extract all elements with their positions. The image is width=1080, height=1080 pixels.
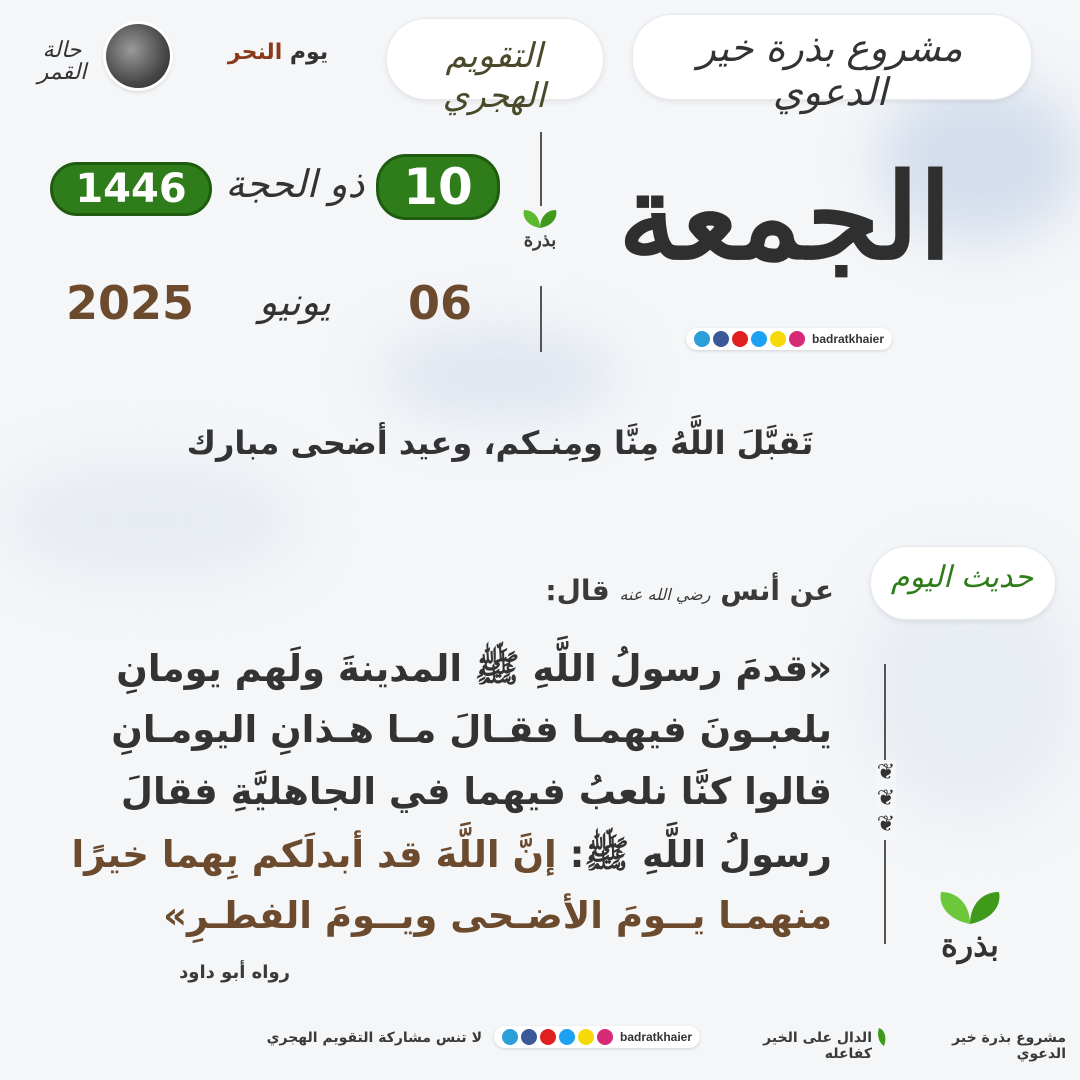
occasion-name: النحر bbox=[227, 40, 283, 65]
hijri-year: 1446 bbox=[75, 166, 187, 212]
twitter-icon[interactable] bbox=[559, 1029, 575, 1045]
moon-label: حالة القمر bbox=[37, 38, 87, 85]
hijri-year-badge bbox=[50, 162, 212, 216]
ornament-icon: ❦ ❦ ❦ bbox=[876, 760, 896, 840]
footer-motto: الدال على الخير كفاعله bbox=[763, 1030, 872, 1062]
greg-month: يونيو bbox=[259, 280, 331, 324]
hadith-narrator: عن أنس bbox=[720, 574, 834, 607]
hadith-line-4-part1: رسولُ اللَّهِ ﷺ: bbox=[569, 833, 832, 876]
brand-logo bbox=[930, 886, 1010, 1004]
logo-text: بذرة bbox=[523, 230, 557, 251]
leaf-icon bbox=[935, 886, 1005, 926]
logo-emblem bbox=[512, 206, 568, 286]
hadith-line-2: يلعبـونَ فيهمـا فقـالَ مـا هـذانِ اليومـانِ bbox=[111, 708, 832, 751]
telegram-icon[interactable] bbox=[694, 331, 710, 347]
hadith-line-4 bbox=[71, 832, 832, 886]
social-links[interactable] bbox=[686, 328, 892, 350]
facebook-icon[interactable] bbox=[521, 1029, 537, 1045]
project-title: مشروع بذرة خير الدعوي bbox=[697, 26, 963, 114]
social-handle: badratkhaier bbox=[812, 332, 885, 346]
occasion-label bbox=[218, 40, 338, 65]
hijri-day-badge bbox=[376, 154, 500, 220]
background-decoration bbox=[0, 460, 300, 580]
background-decoration bbox=[380, 330, 620, 420]
footer-project: مشروع بذرة خير الدعوي bbox=[952, 1030, 1066, 1062]
hadith-section-title: حديث اليوم bbox=[890, 560, 1034, 595]
footer-social-handle: badratkhaier bbox=[620, 1030, 693, 1044]
weekday: الجمعة bbox=[618, 147, 952, 286]
footer-share-note: لا تنس مشاركة التقويم الهجري bbox=[266, 1030, 482, 1046]
hijri-month: ذو الحجة bbox=[225, 162, 365, 206]
hadith-line-4-part2: إنَّ اللَّهَ قد أبدلَكم بِهما خيرًا bbox=[71, 833, 557, 876]
hadith-intro-suffix: قال: bbox=[545, 574, 610, 607]
hadith-line-1: «قدمَ رسولُ اللَّهِ ﷺ المدينةَ ولَهم يومانِ bbox=[116, 647, 832, 690]
hadith-line-5: منهمـا يــومَ الأضـحى ويــومَ الفطـرِ» bbox=[163, 894, 832, 937]
calendar-title: التقويم الهجري bbox=[442, 36, 546, 116]
youtube-icon[interactable] bbox=[540, 1029, 556, 1045]
snapchat-icon[interactable] bbox=[770, 331, 786, 347]
leaf-icon bbox=[520, 206, 560, 230]
twitter-icon[interactable] bbox=[751, 331, 767, 347]
hadith-honorific: رضي الله عنه bbox=[619, 585, 711, 604]
youtube-icon[interactable] bbox=[732, 331, 748, 347]
telegram-icon[interactable] bbox=[502, 1029, 518, 1045]
hijri-day: 10 bbox=[403, 158, 473, 216]
instagram-icon[interactable] bbox=[789, 331, 805, 347]
footer-social-links[interactable] bbox=[494, 1026, 700, 1048]
occasion-word: يوم bbox=[289, 40, 329, 65]
hadith-line-3: قالوا كنَّا نلعبُ فيهما في الجاهليَّةِ فقالَ bbox=[120, 770, 832, 813]
instagram-icon[interactable] bbox=[597, 1029, 613, 1045]
greg-year: 2025 bbox=[65, 276, 195, 330]
hadith-source: رواه أبو داود bbox=[179, 962, 290, 983]
hadith-intro bbox=[300, 574, 834, 607]
greeting: تَقبَّلَ اللَّهُ مِنَّا ومِنـكم، وعيد أضحى مبارك bbox=[186, 424, 814, 462]
greg-day: 06 bbox=[407, 276, 472, 330]
facebook-icon[interactable] bbox=[713, 331, 729, 347]
brand-logo-text: بذرة bbox=[941, 926, 999, 964]
footer-leaf-icon bbox=[876, 1026, 892, 1048]
moon-icon bbox=[106, 24, 170, 88]
snapchat-icon[interactable] bbox=[578, 1029, 594, 1045]
